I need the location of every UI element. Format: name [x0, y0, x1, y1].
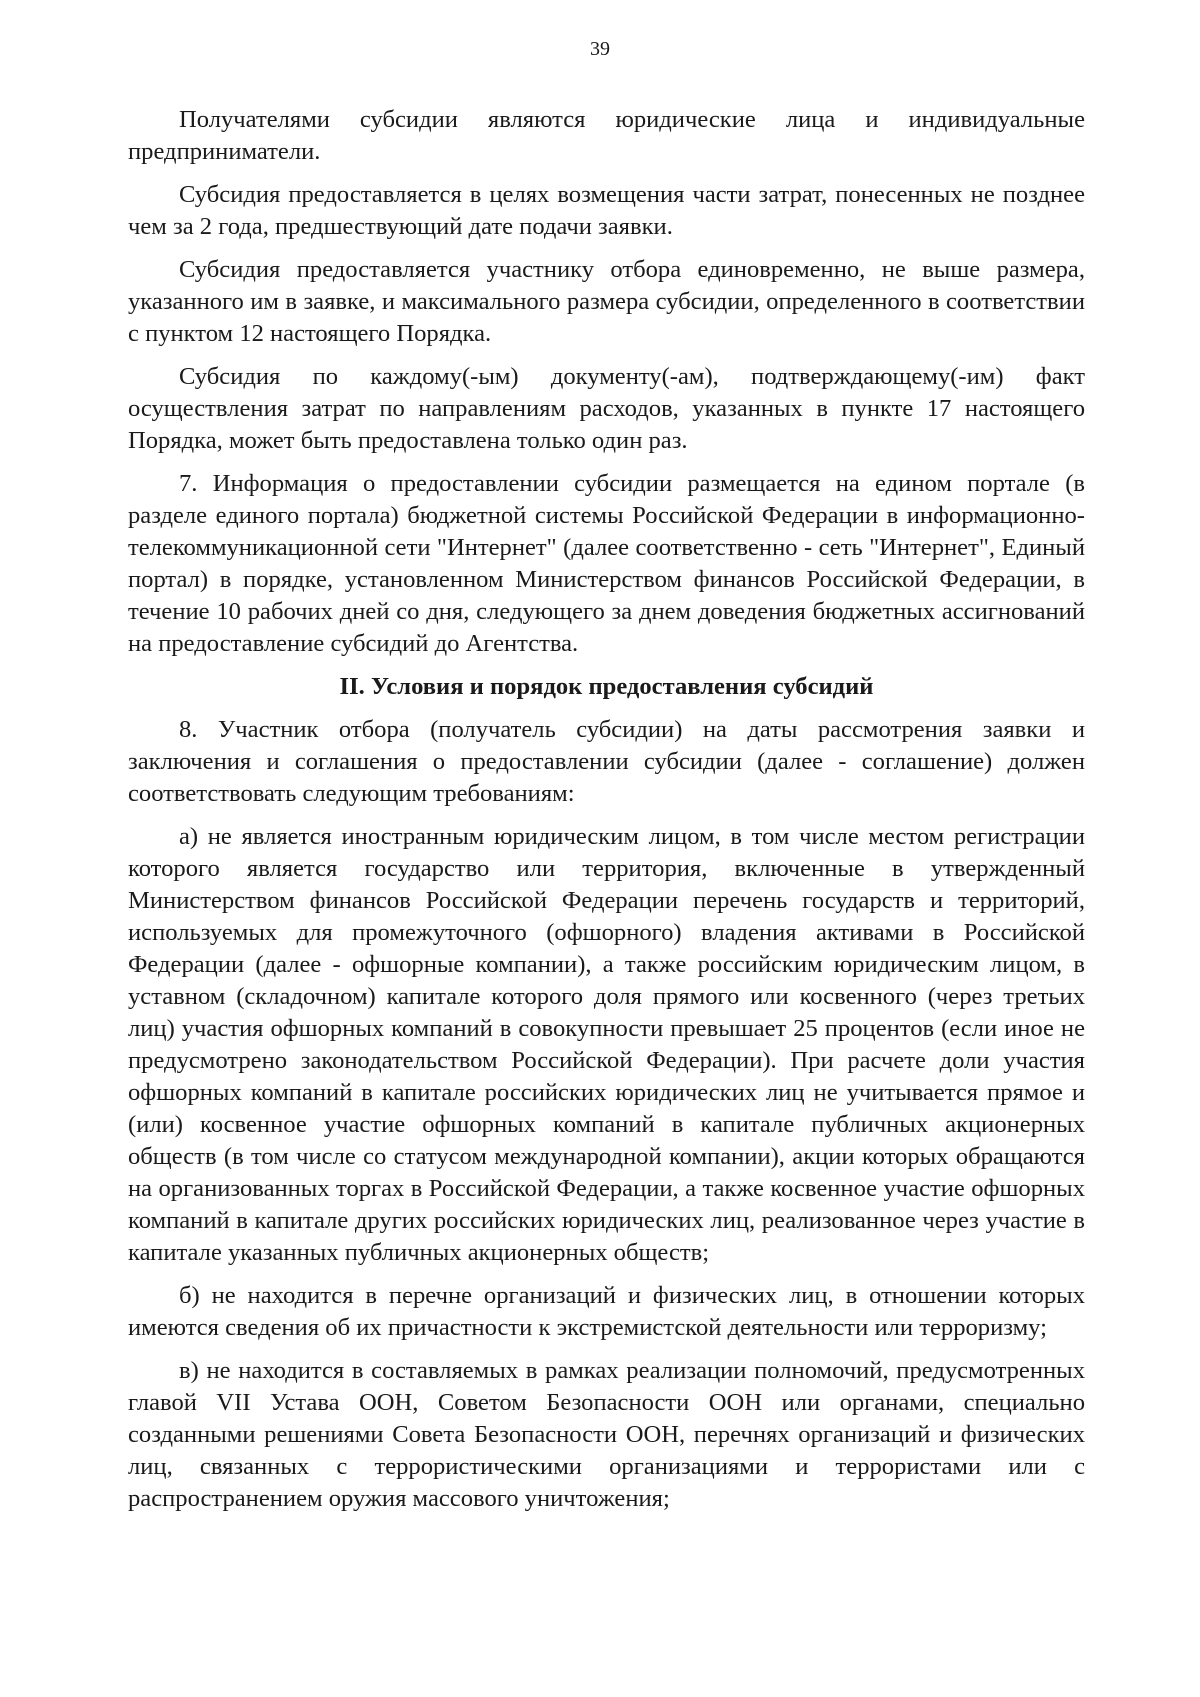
- section-heading: II. Условия и порядок предоставления субсидий: [339, 673, 874, 700]
- paragraph-requirement-b: б) не находится в перечне организаций и физических лиц, в отношении которых имеются сведения об их причастности к экстремистской деятельности или терроризму;: [128, 1282, 1085, 1341]
- paragraph-item-8: 8. Участник отбора (получатель субсидии) на даты рассмотрения заявки и заключения и соглашения о предоставлении субсидии (далее - соглашение) должен соответствовать следующим требованиям:: [128, 716, 1085, 807]
- document-body: [128, 104, 1085, 1526]
- paragraph-amount: Субсидия предоставляется участнику отбора единовременно, не выше размера, указанного им в заявке, и максимального размера субсидии, определенного в соответствии с пунктом 12 настоящего Порядка.: [128, 256, 1085, 347]
- paragraph-recipients: Получателями субсидии являются юридические лица и индивидуальные предприниматели.: [128, 106, 1085, 165]
- paragraph-item-7: 7. Информация о предоставлении субсидии размещается на едином портале (в разделе единого портала) бюджетной системы Российской Федерации в информационно-телекоммуникационной сети "Интернет" (далее соответственно - сеть "Интернет", Единый портал) в порядке, установленном Министерством финансов Российской Федерации, в течение 10 рабочих дней со дня, следующего за днем доведения бюджетных ассигнований на предоставление субсидий до Агентства.: [128, 470, 1085, 657]
- page-number: 39: [590, 38, 610, 60]
- paragraph-requirement-v: в) не находится в составляемых в рамках реализации полномочий, предусмотренных главой VII Устава ООН, Советом Безопасности ООН или органами, специально созданными решениями Совета Безопасности ООН, перечнях организаций и физических лиц, связанных с террористическими организациями и террористами или с распространением оружия массового уничтожения;: [128, 1357, 1085, 1512]
- paragraph-requirement-a: а) не является иностранным юридическим лицом, в том числе местом регистрации которого является государство или территория, включенные в утвержденный Министерством финансов Российской Федерации перечень государств и территорий, используемых для промежуточного (офшорного) владения активами в Российской Федерации (далее - офшорные компании), а также российским юридическим лицом, в уставном (складочном) капитале которого доля прямого или косвенного (через третьих лиц) участия офшорных компаний в совокупности превышает 25 процентов (если иное не предусмотрено законодательством Российской Федерации). При расчете доли участия офшорных компаний в капитале российских юридических лиц не учитывается прямое и (или) косвенное участие офшорных компаний в капитале публичных акционерных обществ (в том числе со статусом международной компании), акции которых обращаются на организованных торгах в Российской Федерации, а также косвенное участие офшорных компаний в капитале других российских юридических лиц, реализованное через участие в капитале указанных публичных акционерных обществ;: [128, 823, 1085, 1266]
- paragraph-purpose: Субсидия предоставляется в целях возмещения части затрат, понесенных не позднее чем за 2 года, предшествующий дате подачи заявки.: [128, 181, 1085, 240]
- paragraph-single-payment: Субсидия по каждому(-ым) документу(-ам), подтверждающему(-им) факт осуществления затрат по направлениям расходов, указанных в пункте 17 настоящего Порядка, может быть предоставлена только один раз.: [128, 363, 1085, 454]
